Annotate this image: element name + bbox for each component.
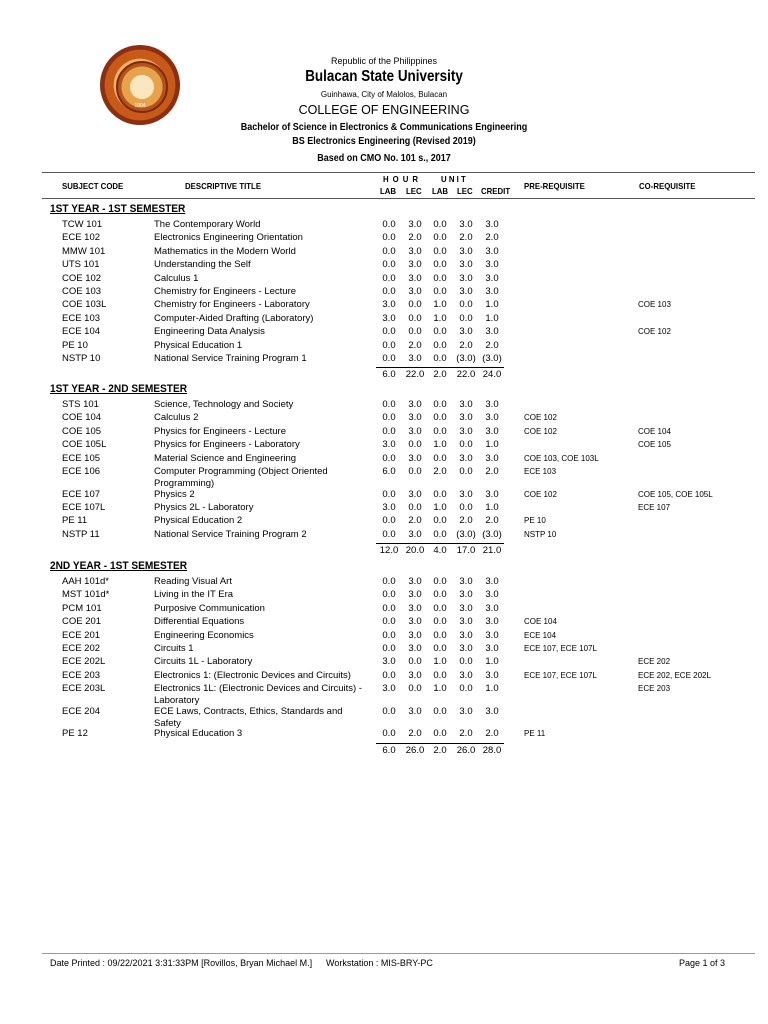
- course-prerequisite: COE 102: [524, 426, 557, 436]
- course-ulab: 1.0: [433, 299, 447, 311]
- total-ulec: 22.0: [456, 369, 476, 381]
- course-credit: 1.0: [485, 439, 499, 451]
- course-corequisite: ECE 203: [638, 684, 671, 694]
- course-ulab: 0.0: [433, 272, 447, 284]
- course-ulec: 3.0: [459, 286, 473, 297]
- course-code: PE 12: [62, 728, 88, 740]
- course-code: ECE 106: [62, 466, 101, 477]
- course-hlab: 0.0: [382, 272, 396, 284]
- course-code: ECE 204: [62, 705, 101, 717]
- course-ulec: 3.0: [459, 399, 473, 410]
- course-ulec: 2.0: [459, 339, 473, 351]
- course-credit: 2.0: [485, 232, 499, 244]
- course-title: Physics 2L - Laboratory: [154, 501, 254, 513]
- course-title: Engineering Data Analysis: [154, 326, 265, 338]
- course-corequisite: COE 104: [638, 426, 671, 436]
- course-prerequisite: ECE 104: [524, 630, 557, 640]
- course-credit: 3.0: [485, 705, 499, 717]
- course-title: Electronics Engineering Orientation: [154, 232, 303, 244]
- course-ulab: 1.0: [433, 312, 447, 324]
- course-credit: 3.0: [485, 488, 499, 500]
- course-code: ECE 202: [62, 643, 101, 654]
- course-hlec: 3.0: [408, 589, 422, 601]
- course-credit: 3.0: [485, 412, 499, 424]
- course-ulab: 0.0: [433, 259, 447, 271]
- course-credit: 3.0: [485, 589, 499, 601]
- course-credit: 3.0: [485, 602, 499, 614]
- total-ulab: 2.0: [433, 744, 447, 756]
- course-prerequisite: COE 103, COE 103L: [524, 453, 599, 463]
- course-credit: 3.0: [485, 669, 499, 681]
- course-hlab: 0.0: [382, 232, 396, 244]
- course-ulec: 3.0: [459, 629, 473, 641]
- course-title: National Service Training Program 2: [154, 528, 307, 540]
- course-ulec: 3.0: [459, 272, 473, 284]
- course-hlab: 3.0: [382, 312, 396, 324]
- semester-title: 2ND YEAR - 1ST SEMESTER: [50, 560, 188, 572]
- course-code: ECE 203L: [62, 683, 106, 695]
- course-hlec: 3.0: [408, 452, 422, 464]
- course-code: PCM 101: [62, 602, 102, 614]
- course-hlec: 3.0: [408, 629, 422, 641]
- course-title: National Service Training Program 1: [154, 353, 307, 364]
- course-hlab: 0.0: [382, 728, 396, 740]
- course-hlec: 2.0: [408, 728, 422, 740]
- college-name: COLLEGE OF ENGINEERING: [298, 103, 470, 117]
- course-hlab: 0.0: [382, 353, 396, 364]
- total-ulec: 17.0: [456, 545, 476, 557]
- course-ulab: 0.0: [433, 399, 447, 410]
- course-title: Science, Technology and Society: [154, 399, 294, 410]
- course-hlab: 3.0: [382, 439, 396, 451]
- course-ulec: 3.0: [459, 669, 473, 681]
- course-code: ECE 202L: [62, 656, 106, 668]
- course-hlec: 3.0: [408, 616, 422, 628]
- course-ulec: 0.0: [459, 501, 473, 513]
- course-title: Physics for Engineers - Lecture: [154, 425, 287, 437]
- col-subject-code: SUBJECT CODE: [62, 181, 124, 191]
- course-code: STS 101: [62, 399, 99, 410]
- course-hlab: 0.0: [382, 412, 396, 424]
- course-ulec: 3.0: [459, 643, 473, 654]
- course-ulec: 3.0: [459, 245, 473, 257]
- course-title: Understanding the Self: [154, 259, 251, 271]
- total-hlab: 6.0: [382, 369, 396, 381]
- course-hlab: 0.0: [382, 643, 396, 654]
- course-ulab: 0.0: [433, 528, 447, 540]
- total-hlec: 20.0: [405, 545, 425, 557]
- course-ulab: 1.0: [433, 683, 447, 695]
- university-name: Bulacan State University: [305, 68, 463, 85]
- course-hlab: 3.0: [382, 299, 396, 311]
- col-credit: CREDIT: [481, 186, 511, 196]
- course-ulab: 0.0: [433, 705, 447, 717]
- course-title: Chemistry for Engineers - Lecture: [154, 286, 297, 297]
- course-hlec: 0.0: [408, 439, 422, 451]
- course-code: ECE 104: [62, 326, 101, 338]
- course-ulab: 2.0: [433, 466, 447, 477]
- course-ulec: 3.0: [459, 219, 473, 230]
- course-ulec: 3.0: [459, 602, 473, 614]
- totals-rule: [376, 367, 504, 368]
- course-ulec: 0.0: [459, 656, 473, 668]
- course-ulec: 2.0: [459, 515, 473, 527]
- course-ulec: 2.0: [459, 728, 473, 740]
- course-hlec: 3.0: [408, 705, 422, 717]
- course-ulab: 1.0: [433, 439, 447, 451]
- course-code: COE 105: [62, 425, 102, 437]
- course-ulec: 3.0: [459, 412, 473, 424]
- course-hlab: 3.0: [382, 501, 396, 513]
- course-title: Physical Education 2: [154, 515, 243, 527]
- course-credit: (3.0): [482, 353, 502, 364]
- course-hlab: 0.0: [382, 326, 396, 338]
- course-ulec: 0.0: [459, 683, 473, 695]
- course-title: Purposive Communication: [154, 602, 265, 614]
- course-hlec: 0.0: [408, 466, 422, 477]
- course-hlab: 0.0: [382, 425, 396, 437]
- course-ulec: 3.0: [459, 616, 473, 628]
- course-code: COE 103: [62, 286, 102, 297]
- course-title: Computer Programming (Object Oriented Programming): [154, 466, 328, 489]
- course-credit: 3.0: [485, 643, 499, 654]
- course-hlab: 0.0: [382, 528, 396, 540]
- table-header-rule: [42, 198, 755, 199]
- course-hlab: 0.0: [382, 259, 396, 271]
- course-credit: 3.0: [485, 425, 499, 437]
- seal-year: 1904: [134, 103, 146, 109]
- course-ulec: (3.0): [456, 353, 476, 364]
- course-title: The Contemporary World: [154, 219, 261, 230]
- course-code: MST 101d*: [62, 589, 110, 601]
- course-title: Circuits 1: [154, 643, 194, 654]
- course-code: ECE 105: [62, 452, 101, 464]
- total-hlec: 26.0: [405, 744, 425, 756]
- course-prerequisite: NSTP 10: [524, 529, 557, 539]
- col-unit-lab: LAB: [432, 186, 449, 196]
- total-credit: 21.0: [482, 545, 502, 557]
- course-credit: 3.0: [485, 272, 499, 284]
- course-hlec: 3.0: [408, 602, 422, 614]
- course-title: ECE Laws, Contracts, Ethics, Standards and Safety: [154, 705, 343, 729]
- course-ulab: 0.0: [433, 339, 447, 351]
- course-title: Living in the IT Era: [154, 589, 234, 601]
- course-ulab: 0.0: [433, 515, 447, 527]
- course-code: PE 11: [62, 515, 88, 527]
- course-hlab: 0.0: [382, 589, 396, 601]
- course-credit: 3.0: [485, 326, 499, 338]
- course-title: Computer-Aided Drafting (Laboratory): [154, 312, 314, 324]
- course-ulab: 1.0: [433, 656, 447, 668]
- course-hlec: 0.0: [408, 683, 422, 695]
- course-ulec: 2.0: [459, 232, 473, 244]
- course-credit: 3.0: [485, 259, 499, 271]
- course-title: Physics 2: [154, 488, 195, 500]
- course-title: Mathematics in the Modern World: [154, 245, 296, 257]
- footer-printed-info: Date Printed : 09/22/2021 3:31:33PM [Rovillos, Bryan Michael M.]: [50, 958, 313, 968]
- course-corequisite: COE 102: [638, 327, 671, 337]
- course-code: COE 105L: [62, 439, 107, 451]
- course-ulab: 0.0: [433, 219, 447, 230]
- course-credit: 3.0: [485, 576, 499, 587]
- course-code: PE 10: [62, 339, 88, 351]
- course-hlec: 0.0: [408, 656, 422, 668]
- footer-rule: [42, 953, 755, 954]
- course-ulab: 0.0: [433, 425, 447, 437]
- course-ulec: 3.0: [459, 452, 473, 464]
- course-prerequisite: ECE 107, ECE 107L: [524, 644, 597, 653]
- course-corequisite: COE 105: [638, 440, 671, 450]
- course-hlec: 3.0: [408, 399, 422, 410]
- course-code: COE 102: [62, 272, 102, 284]
- course-code: ECE 107: [62, 488, 101, 500]
- course-ulab: 0.0: [433, 643, 447, 654]
- course-hlab: 0.0: [382, 576, 396, 587]
- course-ulab: 0.0: [433, 452, 447, 464]
- header-republic: Republic of the Philippines: [330, 56, 438, 66]
- course-credit: 3.0: [485, 286, 499, 297]
- course-hlab: 3.0: [382, 656, 396, 668]
- course-ulec: 0.0: [459, 466, 473, 477]
- course-title: Calculus 1: [154, 272, 199, 284]
- course-hlec: 3.0: [408, 412, 422, 424]
- course-prerequisite: COE 104: [524, 617, 557, 627]
- course-credit: 2.0: [485, 515, 499, 527]
- course-code: ECE 201: [62, 629, 101, 641]
- course-ulec: (3.0): [456, 528, 476, 540]
- col-unit-group: U N I T: [441, 174, 466, 184]
- col-prerequisite: PRE-REQUISITE: [524, 181, 585, 191]
- course-credit: 1.0: [485, 501, 499, 513]
- course-hlab: 0.0: [382, 629, 396, 641]
- col-unit-lec: LEC: [457, 186, 473, 196]
- course-credit: 3.0: [485, 245, 499, 257]
- course-credit: 2.0: [485, 728, 499, 740]
- footer-workstation: Workstation : MIS-BRY-PC: [326, 958, 433, 968]
- course-hlab: 3.0: [382, 683, 396, 695]
- course-ulab: 0.0: [433, 326, 447, 338]
- course-ulec: 3.0: [459, 705, 473, 717]
- course-code: COE 104: [62, 412, 102, 424]
- course-hlec: 3.0: [408, 353, 422, 364]
- course-ulec: 3.0: [459, 488, 473, 500]
- total-ulab: 2.0: [433, 369, 447, 381]
- course-ulab: 1.0: [433, 501, 447, 513]
- course-title: Electronics 1: (Electronic Devices and Circuits): [154, 669, 351, 681]
- course-title: Engineering Economics: [154, 629, 254, 641]
- course-credit: 2.0: [485, 466, 499, 477]
- course-code: ECE 102: [62, 232, 101, 244]
- course-title: Calculus 2: [154, 412, 199, 424]
- course-prerequisite: COE 102: [524, 489, 557, 499]
- course-credit: 1.0: [485, 683, 499, 695]
- course-title: Differential Equations: [154, 616, 245, 628]
- course-hlab: 0.0: [382, 452, 396, 464]
- course-credit: 3.0: [485, 452, 499, 464]
- course-ulec: 3.0: [459, 425, 473, 437]
- course-corequisite: ECE 202, ECE 202L: [638, 670, 711, 680]
- course-ulab: 0.0: [433, 353, 447, 364]
- course-hlab: 0.0: [382, 515, 396, 527]
- course-ulab: 0.0: [433, 629, 447, 641]
- course-code: COE 201: [62, 616, 102, 628]
- course-hlec: 0.0: [408, 299, 422, 311]
- course-hlab: 0.0: [382, 669, 396, 681]
- course-ulab: 0.0: [433, 488, 447, 500]
- course-code: NSTP 10: [62, 353, 101, 364]
- col-hour-lec: LEC: [406, 186, 422, 196]
- course-hlec: 3.0: [408, 643, 422, 654]
- course-ulec: 3.0: [459, 589, 473, 601]
- course-hlec: 3.0: [408, 219, 422, 230]
- course-credit: 3.0: [485, 629, 499, 641]
- course-ulec: 0.0: [459, 439, 473, 451]
- course-code: ECE 107L: [62, 501, 106, 513]
- program-revision: BS Electronics Engineering (Revised 2019): [292, 136, 476, 147]
- course-prerequisite: COE 102: [524, 413, 557, 423]
- col-corequisite: CO-REQUISITE: [639, 181, 696, 191]
- total-ulec: 26.0: [456, 744, 476, 756]
- course-ulec: 0.0: [459, 312, 473, 324]
- course-ulab: 0.0: [433, 576, 447, 587]
- course-hlab: 0.0: [382, 286, 396, 297]
- course-hlab: 0.0: [382, 488, 396, 500]
- course-title: Material Science and Engineering: [154, 452, 297, 464]
- course-corequisite: COE 105, COE 105L: [638, 489, 713, 499]
- course-hlab: 6.0: [382, 466, 396, 477]
- course-title: Physical Education 1: [154, 339, 243, 351]
- course-hlec: 0.0: [408, 312, 422, 324]
- course-prerequisite: PE 11: [524, 729, 546, 739]
- total-hlab: 12.0: [379, 545, 399, 557]
- course-hlec: 3.0: [408, 272, 422, 284]
- course-hlab: 0.0: [382, 399, 396, 410]
- course-code: NSTP 11: [62, 528, 100, 540]
- course-hlec: 3.0: [408, 245, 422, 257]
- course-hlab: 0.0: [382, 705, 396, 717]
- course-hlec: 0.0: [408, 501, 422, 513]
- totals-rule: [376, 743, 504, 744]
- totals-rule: [376, 543, 504, 544]
- course-corequisite: ECE 202: [638, 657, 671, 667]
- course-hlec: 3.0: [408, 488, 422, 500]
- course-credit: 3.0: [485, 219, 499, 230]
- course-ulab: 0.0: [433, 616, 447, 628]
- course-prerequisite: ECE 107, ECE 107L: [524, 670, 597, 680]
- course-corequisite: ECE 107: [638, 502, 671, 512]
- course-hlec: 0.0: [408, 326, 422, 338]
- course-code: AAH 101d*: [62, 576, 110, 587]
- course-code: ECE 203: [62, 669, 101, 681]
- course-hlec: 3.0: [408, 286, 422, 297]
- total-credit: 24.0: [482, 369, 502, 381]
- course-credit: 1.0: [485, 656, 499, 668]
- course-credit: (3.0): [482, 528, 502, 540]
- total-credit: 28.0: [482, 744, 502, 756]
- course-hlab: 0.0: [382, 219, 396, 230]
- course-prerequisite: PE 10: [524, 516, 546, 526]
- semester-title: 1ST YEAR - 2ND SEMESTER: [50, 383, 188, 395]
- course-title: Physics for Engineers - Laboratory: [154, 439, 300, 451]
- course-title: Physical Education 3: [154, 728, 243, 740]
- university-address: Guinhawa, City of Malolos, Bulacan: [320, 90, 448, 99]
- course-ulab: 0.0: [433, 245, 447, 257]
- course-ulab: 0.0: [433, 602, 447, 614]
- course-hlec: 3.0: [408, 576, 422, 587]
- course-credit: 1.0: [485, 312, 499, 324]
- course-ulab: 0.0: [433, 232, 447, 244]
- course-title: Chemistry for Engineers - Laboratory: [154, 299, 310, 311]
- course-ulab: 0.0: [433, 669, 447, 681]
- course-hlab: 0.0: [382, 245, 396, 257]
- col-hour-group: H O U R: [383, 174, 419, 184]
- cmo-reference: Based on CMO No. 101 s., 2017: [317, 153, 451, 164]
- total-hlec: 22.0: [405, 369, 425, 381]
- course-title: Reading Visual Art: [154, 576, 232, 587]
- course-hlec: 3.0: [408, 425, 422, 437]
- course-hlec: 2.0: [408, 339, 422, 351]
- semester-title: 1ST YEAR - 1ST SEMESTER: [50, 203, 186, 215]
- col-hour-lab: LAB: [380, 186, 397, 196]
- course-ulab: 0.0: [433, 728, 447, 740]
- course-code: COE 103L: [62, 299, 107, 311]
- course-ulab: 0.0: [433, 412, 447, 424]
- course-credit: 1.0: [485, 299, 499, 311]
- total-ulab: 4.0: [433, 545, 447, 557]
- course-ulab: 0.0: [433, 589, 447, 601]
- footer-page-number: Page 1 of 3: [679, 958, 726, 968]
- course-corequisite: COE 103: [638, 300, 671, 310]
- course-hlec: 3.0: [408, 528, 422, 540]
- course-code: MMW 101: [62, 245, 106, 257]
- course-title: Circuits 1L - Laboratory: [154, 656, 253, 668]
- program-name: Bachelor of Science in Electronics & Communications Engineering: [240, 122, 528, 133]
- course-credit: 2.0: [485, 339, 499, 351]
- course-hlec: 3.0: [408, 259, 422, 271]
- course-code: UTS 101: [62, 259, 100, 271]
- course-hlec: 2.0: [408, 515, 422, 527]
- course-ulec: 3.0: [459, 326, 473, 338]
- course-code: ECE 103: [62, 312, 101, 324]
- course-credit: 3.0: [485, 616, 499, 628]
- course-hlab: 0.0: [382, 602, 396, 614]
- course-ulec: 3.0: [459, 576, 473, 587]
- course-hlec: 2.0: [408, 232, 422, 244]
- course-ulec: 0.0: [459, 299, 473, 311]
- course-title: Electronics 1L: (Electronic Devices and Circuits) - Laboratory: [154, 683, 363, 707]
- course-credit: 3.0: [485, 399, 499, 410]
- total-hlab: 6.0: [382, 744, 396, 756]
- course-ulab: 0.0: [433, 286, 447, 297]
- course-prerequisite: ECE 103: [524, 467, 557, 476]
- table-top-rule: [42, 172, 755, 173]
- course-code: TCW 101: [62, 219, 103, 230]
- course-hlab: 0.0: [382, 339, 396, 351]
- course-hlab: 0.0: [382, 616, 396, 628]
- course-ulec: 3.0: [459, 259, 473, 271]
- col-descriptive-title: DESCRIPTIVE TITLE: [185, 181, 262, 191]
- course-hlec: 3.0: [408, 669, 422, 681]
